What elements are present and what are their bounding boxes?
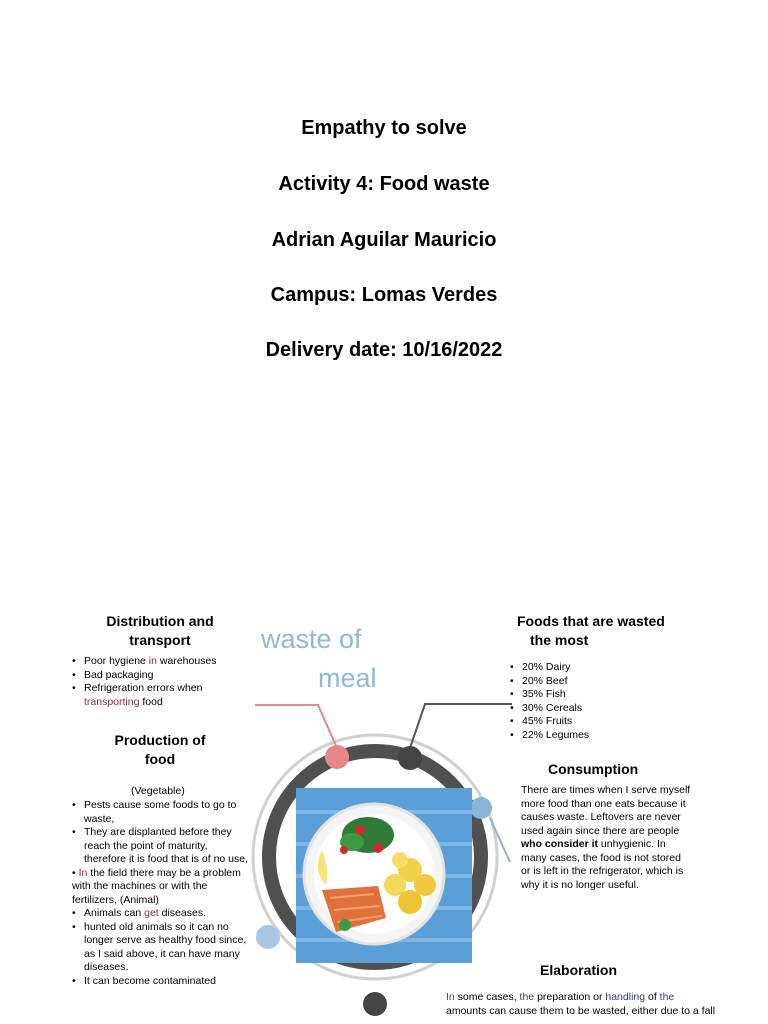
consumption-heading: Consumption (548, 761, 639, 777)
list-item (72, 799, 250, 826)
cover-line-title: Empathy to solve (301, 117, 467, 139)
elaboration-word1: In (446, 991, 455, 1003)
wasted-heading (517, 612, 692, 650)
node-red (325, 745, 349, 769)
distribution-item3-text-a: Refrigeration errors when (84, 682, 203, 694)
node-blue-left (256, 925, 280, 949)
connector-blue (490, 818, 510, 862)
wasted-heading-line2: the most (530, 632, 589, 648)
list-item (72, 669, 252, 683)
cover-line-date: Delivery date: 10/16/2022 (265, 339, 503, 361)
production-item6-text: It can become contaminated (84, 974, 216, 987)
wasted-item: • 35% Fish (510, 688, 660, 702)
list-item (72, 826, 250, 867)
production-heading-line2: food (144, 751, 176, 767)
production-item4-text-a: Animals can (84, 907, 145, 919)
production-paragraph: • In the field there may be a problem with the machines or with the fertilizers, (Animal) (72, 866, 241, 906)
cover-line-author: Adrian Aguilar Mauricio (271, 229, 497, 251)
list-item (72, 655, 252, 669)
elaboration-word8: amounts can cause them to be wasted, either due to a fall (446, 1004, 716, 1017)
food-plate-image (296, 788, 472, 963)
connector-red (255, 705, 337, 748)
elaboration-word2: some cases, (454, 991, 520, 1003)
production-heading-line1: Production of (114, 732, 206, 748)
elaboration-word7: the (659, 991, 675, 1003)
production-list-b (72, 907, 250, 988)
production-list (72, 799, 250, 988)
distribution-heading (90, 612, 230, 650)
production-item3-text-b: the field there may be a problem with the machines or with the fertilizers, (Animal) (72, 866, 241, 906)
consumption-text-b: unhygienic. In many cases, the food is not stored or is left in the refrigerator, which is why it is no longer useful. (521, 838, 684, 891)
production-item1-text: Pests cause some foods to go to waste, (84, 799, 237, 825)
node-dark-top (398, 746, 422, 770)
elaboration-word6: of (645, 991, 660, 1003)
wasted-list (510, 661, 660, 742)
distribution-heading-line1: Distribution and (106, 613, 214, 629)
distribution-item1-text-a: Poor hygiene (84, 655, 149, 667)
production-subheading: (Vegetable) (131, 785, 185, 797)
wasted-item: • 20% Dairy (510, 661, 660, 675)
infographic-title-line1: waste of (261, 624, 362, 654)
consumption-text-a: There are times when I serve myself more food than one eats because it causes waste. Leftovers are never used again since there are people (521, 784, 691, 837)
elaboration-heading: Elaboration (540, 962, 618, 978)
distribution-item3-text-c: food (139, 695, 163, 708)
production-item4-text-c: diseases. (158, 907, 206, 919)
distribution-item2-text: Bad packaging (84, 668, 154, 681)
infographic-title-line2: meal (318, 663, 377, 693)
list-item (72, 682, 252, 709)
elaboration-word3: the (519, 991, 535, 1003)
distribution-item1-text-c: warehouses (156, 655, 217, 667)
production-item3-text-a: In (78, 866, 88, 879)
list-item (72, 975, 250, 989)
consumption-text (521, 784, 691, 892)
list-item (72, 921, 250, 975)
node-dark-bottom (363, 992, 387, 1016)
production-item4-text-b: get (144, 907, 159, 919)
cover-line-activity: Activity 4: Food waste (278, 173, 490, 195)
elaboration-word5: handling (605, 991, 646, 1003)
wasted-heading-line1: Foods that are wasted (517, 613, 665, 629)
wasted-item: • 22% Legumes (510, 729, 660, 743)
connector-dark (410, 704, 512, 748)
production-list-a (72, 799, 250, 867)
production-heading (95, 731, 225, 769)
wasted-item: • 20% Beef (510, 675, 660, 689)
production-item2-text: They are displanted before they reach the point of maturity, therefore it is food that is of no use, (84, 826, 249, 865)
elaboration-text (446, 991, 716, 1024)
elaboration-word4: preparation or (534, 991, 606, 1003)
distribution-heading-line2: transport (129, 632, 191, 648)
distribution-list (72, 655, 252, 709)
node-blue-right (470, 797, 492, 819)
consumption-text-bold: who consider it (521, 838, 599, 850)
list-item (72, 907, 250, 921)
distribution-item1-text-b: in (148, 655, 157, 667)
wasted-item: • 45% Fruits (510, 715, 660, 729)
distribution-item3-text-b: transporting (84, 695, 140, 708)
cover-line-campus: Campus: Lomas Verdes (270, 284, 498, 306)
wasted-item: • 30% Cereals (510, 702, 660, 716)
production-item5-text: hunted old animals so it can no longer serve as healthy food since, as I said above, it can have many diseases. (84, 920, 247, 973)
